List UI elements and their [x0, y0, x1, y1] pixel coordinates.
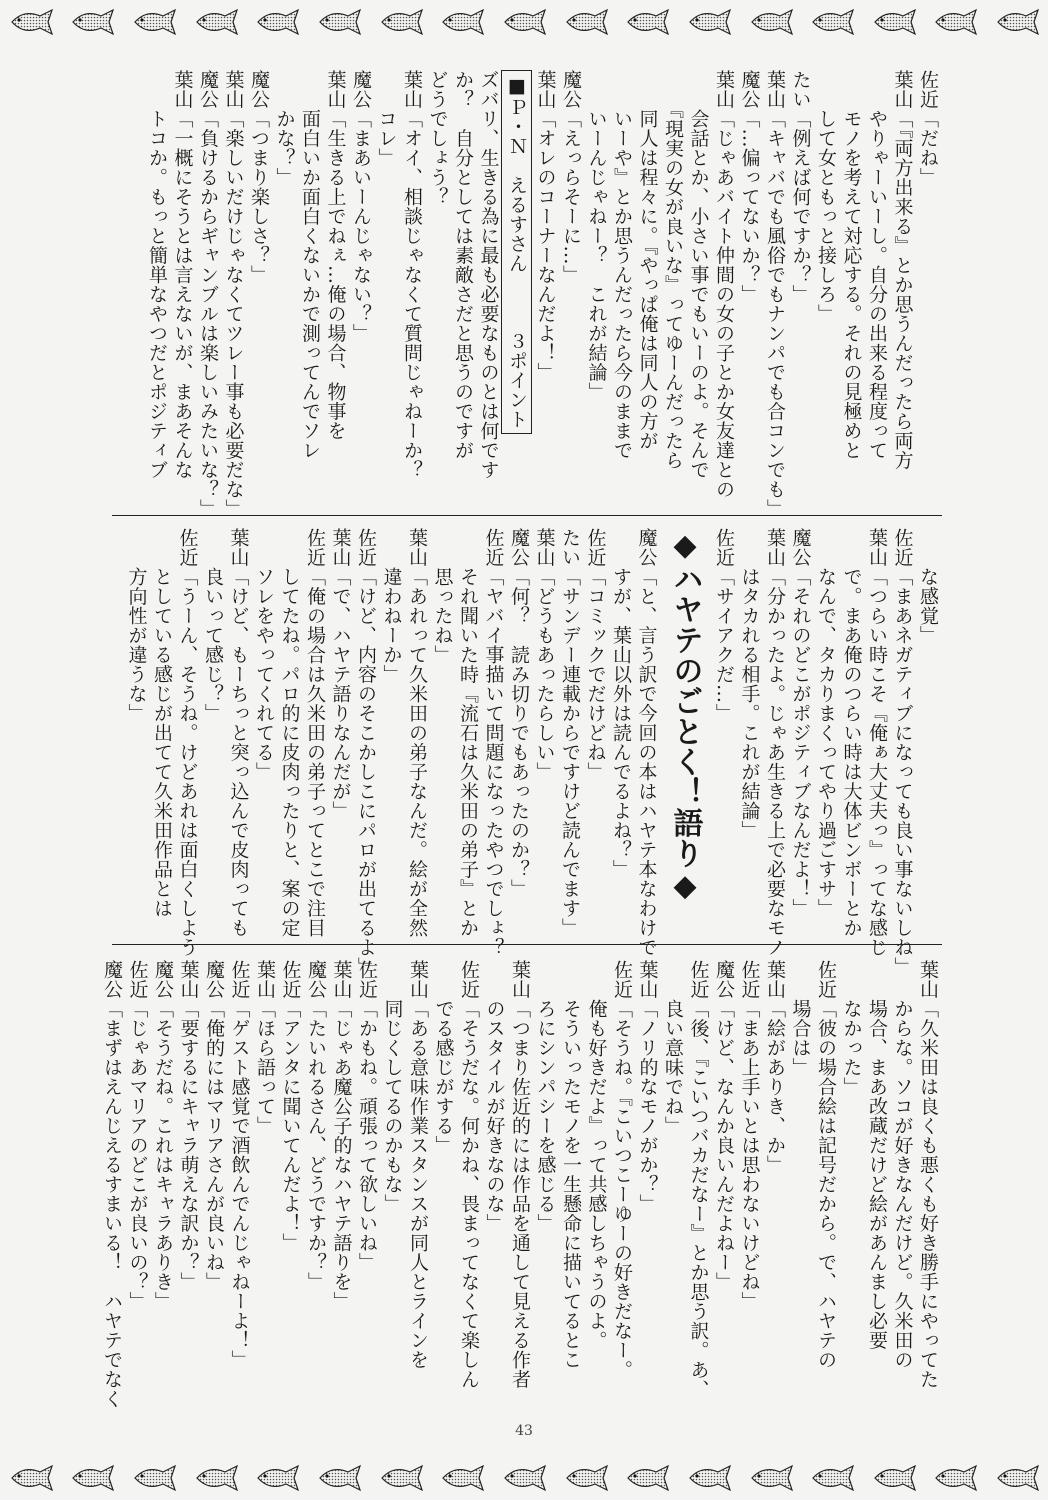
fish-icon [932, 1463, 978, 1493]
dialogue-line: モノを考えて対応する。それの見極めと [840, 70, 863, 460]
dialogue-line: 魔公「俺的にはマリアさんが良いね」 [203, 960, 225, 1292]
dialogue-line: 佐近「まあネガティブになっても良い事ないしね」 [891, 528, 914, 977]
fish-icon [871, 1463, 917, 1493]
fish-icon [686, 7, 732, 37]
fish-icon [871, 7, 917, 37]
dialogue-line: 葉山「で、ハヤテ語りなんだが」 [329, 528, 352, 821]
fish-icon [254, 7, 300, 37]
dialogue-line: いーんじゃねー？ これが結論」 [585, 70, 608, 402]
section-divider [112, 944, 942, 945]
dialogue-line: 佐近「うーん、そうね。けどあれは面白くしよう [176, 528, 199, 957]
section-divider [112, 515, 942, 516]
dialogue-line: はタカれる相手。これが結論」 [738, 528, 761, 840]
dialogue-line: 葉山「じゃあ魔公子的なハヤテ語りを」 [330, 960, 353, 1311]
fish-icon [131, 7, 177, 37]
fish-icon [809, 1463, 855, 1493]
dialogue-line: 葉山「ほら語って」 [254, 960, 276, 1136]
dialogue-line: 佐近「コミックでだけどね」 [584, 528, 607, 782]
fish-icon [193, 7, 239, 37]
fish-icon [994, 7, 1040, 37]
dialogue-line: 場合は」 [789, 960, 812, 1077]
pen-name-box: ■Ｐ・Ｎ えるすさん ３ポイント [501, 70, 533, 434]
fish-icon [8, 7, 54, 37]
dialogue-line: 魔公「…偏ってないか？」 [738, 70, 761, 304]
dialogue-line: 佐近「アンタに聞いてんだよ！」 [279, 960, 302, 1253]
dialogue-line: 佐近「サイアクだ…」 [713, 528, 735, 723]
dialogue-line: 葉山「要するにキャラ萌えな訳か？」 [177, 960, 200, 1292]
dialogue-line: 面白いか面白くないかで測ってんでソレ [299, 70, 321, 460]
dialogue-line: 葉山「絵がありき、か」 [764, 960, 786, 1175]
dialogue-line: 魔公「けど、なんか良いんだよねー」 [713, 960, 735, 1292]
dialogue-line: 佐近「けど、内容のそこかしこにパロが出てるよ」 [355, 528, 377, 977]
dialogue-line: 葉山「オイ、相談じゃなくて質問じゃねーか？ [401, 70, 423, 480]
page-number: 43 [515, 1423, 533, 1439]
dialogue-line: いーや』とか思うんだったら今のままで [611, 70, 633, 460]
dialogue-line: 同人は程々に。『やっぱ俺は同人の方が [636, 70, 659, 451]
dialogue-line: 葉山「オレのコーナーなんだよ！」 [534, 70, 557, 382]
dialogue-line: 違わねーか」 [380, 528, 403, 684]
fish-icon [131, 1463, 177, 1493]
fish-icon [809, 7, 855, 37]
dialogue-line: 魔公「と、言う訳で今回の本はハヤテ本なわけで [635, 528, 658, 957]
dialogue-line: 良い意味でね」 [662, 960, 684, 1136]
dialogue-line: 葉山「けど、もーちっと突っ込んで皮肉っても [227, 528, 250, 938]
dialogue-line: 魔公「それのどこがポジティブなんだよ！」 [789, 528, 812, 918]
fish-icon [69, 7, 115, 37]
dialogue-line: 佐近「後、『こいつバカだなー』とか思う訳。あ、 [687, 960, 710, 1399]
dialogue-line: 葉山「ノリ的なモノがか？」 [636, 960, 659, 1214]
dialogue-line: か？ 自分としては素敵さだと思うのですが [452, 70, 474, 460]
dialogue-line: 場合、まあ改蔵だけど絵があんまし必要 [866, 960, 888, 1350]
dialogue-line: 葉山「一概にそうとは言えないが、まあそんな [171, 70, 194, 480]
dialogue-line: 魔公「たいれるさん、どうですか？」 [305, 960, 327, 1292]
dialogue-line: 佐近「彼の場合絵は記号だから。で、ハヤテの [815, 960, 837, 1370]
fish-icon [439, 7, 485, 37]
fish-icon [316, 1463, 362, 1493]
dialogue-line: コレ」 [375, 70, 398, 168]
dialogue-line: なかった」 [840, 960, 863, 1097]
dialogue-line: 葉山「生きる上でねぇ…俺の場合、物事を [324, 70, 347, 441]
dialogue-line: たい「サンデー連載からですけど読んでます」 [559, 528, 581, 938]
dialogue-line: して女ともっと接しろ」 [815, 70, 837, 324]
dialogue-line: 葉山「どうもあったらしい」 [533, 528, 556, 782]
fish-border-top [0, 0, 1048, 44]
fish-icon [994, 1463, 1040, 1493]
fish-icon [686, 1463, 732, 1493]
qa-section-1 [110, 70, 940, 519]
dialogue-line: としている感じが出てて久米田作品とは [151, 528, 173, 918]
dialogue-line: でる感じがする」 [432, 960, 455, 1155]
fish-icon [8, 1463, 54, 1493]
fish-icon [501, 7, 547, 37]
dialogue-line: どうでしょう？ [426, 70, 449, 207]
dialogue-line: そういったモノを一生懸命に描いてるとこ [560, 960, 582, 1370]
dialogue-line: 葉山「キャバでも風俗でもナンパでも合コンでも」 [764, 70, 786, 519]
dialogue-line: 葉山「楽しいだけじゃなくてツレー事も必要だな」 [222, 70, 245, 519]
dialogue-line: 葉山「久米田は良くも悪くも好き勝手にやってた [917, 960, 939, 1389]
dialogue-line: 同じくしてるのかもな」 [381, 960, 404, 1214]
fish-icon [501, 1463, 547, 1493]
dialogue-line: トコか。もっと簡単なやつだとポジティブ [146, 70, 168, 480]
dialogue-line: 佐近「まあ上手いとは思わないけどね」 [738, 960, 761, 1311]
dialogue-line: 佐近「そうだな。何かね、畏まってなくて楽しん [458, 960, 480, 1389]
dialogue-line: 葉山「『両方出来る』とか思うんだったら両方 [891, 70, 914, 470]
dialogue-line: 方向性が違うな」 [125, 528, 148, 723]
dialogue-line: 葉山「じゃあバイト仲間の女の子とか女友達との [713, 70, 735, 499]
dialogue-line: してたね。パロ的に皮肉ったりと、案の定 [278, 528, 301, 938]
dialogue-line: 佐近「かもね。頑張って欲しいね」 [356, 960, 378, 1272]
fish-icon [563, 7, 609, 37]
dialogue-line: 葉山「分かったよ。じゃあ生きる上で必要なモノ [764, 528, 786, 957]
fish-icon [748, 1463, 794, 1493]
dialogue-line: 魔公「まあいーんじゃない？」 [350, 70, 372, 343]
pen-name-label [501, 70, 533, 510]
fish-icon [624, 7, 670, 37]
dialogue-line: ソレをやってくれてる」 [253, 528, 275, 782]
fish-icon [439, 1463, 485, 1493]
dialogue-line: 佐近「じゃあマリアのどこが良いの？」 [126, 960, 149, 1311]
dialogue-line: 佐近「俺の場合は久米田の弟子ってとこで注目 [304, 528, 326, 938]
hayate-talk-continued [101, 960, 940, 1409]
fish-icon [193, 1463, 239, 1493]
fish-icon [624, 1463, 670, 1493]
dialogue-line: 良いって感じ？」 [202, 528, 224, 723]
dialogue-line: 佐近「ヤバイ事描いて問題になったやつでしょ？ [482, 528, 505, 957]
dialogue-line: 魔公「えっらそーに…」 [560, 70, 582, 285]
dialogue-line: 『現実の女が良いな』ってゆーんだったら [662, 70, 684, 470]
dialogue-line: 魔公「何？ 読み切りでもあったのか？」 [508, 528, 530, 899]
dialogue-line: ろにシンパシーを感じる」 [534, 960, 557, 1233]
dialogue-line: なんで、タカりまくってやり過ごすサ」 [815, 528, 837, 918]
dialogue-line: のスタイルが好きなのな」 [483, 960, 506, 1233]
fish-icon [316, 7, 362, 37]
dialogue-line: ズバリ、生きる為に最も必要なものとは何です [477, 70, 500, 480]
dialogue-line: やりゃーいーし。自分の出来る程度って [866, 70, 888, 460]
dialogue-line: 佐近「だね」 [917, 70, 939, 187]
dialogue-line: 魔公「負けるからギャンブルは楽しいみたいな？」 [197, 70, 219, 519]
fish-border-bottom [0, 1456, 1048, 1500]
dialogue-line: な感覚」 [917, 528, 939, 645]
dialogue-line: からな。ソコが好きなんだけど。久米田の [891, 960, 914, 1370]
fish-icon [932, 7, 978, 37]
dialogue-line: 佐近「そうね。『こいつこーゆーの好きだなー。 [611, 960, 633, 1380]
dialogue-line: 魔公「つまり楽しさ？」 [248, 70, 270, 285]
dialogue-line: 俺も好きだよ』って共感しちゃうのよ。 [585, 960, 608, 1350]
fish-icon [254, 1463, 300, 1493]
fish-icon [378, 1463, 424, 1493]
dialogue-line: 会話とか、小さい事でもいーのよ。そんで [687, 70, 710, 480]
dialogue-line: 佐近「ゲスト感覚で酒飲んでんじゃねーよ！」 [228, 960, 251, 1370]
section-heading: ◆ハヤテのごとく！語り◆ [667, 528, 703, 904]
dialogue-line: 葉山「つらい時こそ『俺ぁ大丈夫っ』ってな感じ [866, 528, 888, 957]
dialogue-line: 思ったね」 [431, 528, 454, 665]
dialogue-line: 葉山「ある意味作業スタンスが同人とラインを [407, 960, 429, 1370]
dialogue-line: すが、葉山以外は読んでるよね？」 [610, 528, 632, 879]
hayate-talk-section [110, 528, 940, 977]
fish-icon [748, 7, 794, 37]
dialogue-line: 魔公「まずはえんじえるすまいる！ ハヤテでなく [101, 960, 123, 1409]
dialogue-line: で。まあ俺のつらい時は大体ビンボーとか [840, 528, 863, 938]
fish-icon [69, 1463, 115, 1493]
fish-icon [563, 1463, 609, 1493]
dialogue-line: 葉山「あれって久米田の弟子なんだ。絵が全然 [406, 528, 428, 938]
dialogue-line: たい「例えば何ですか？」 [789, 70, 812, 304]
dialogue-line: それ聞いた時『流石は久米田の弟子』とか [457, 528, 479, 938]
dialogue-line: 魔公「そうだね。これはキャラありき」 [152, 960, 174, 1311]
fish-icon [378, 7, 424, 37]
dialogue-line: かな？」 [273, 70, 296, 187]
dialogue-line: 葉山「つまり佐近的には作品を通して見える作者 [509, 960, 531, 1389]
